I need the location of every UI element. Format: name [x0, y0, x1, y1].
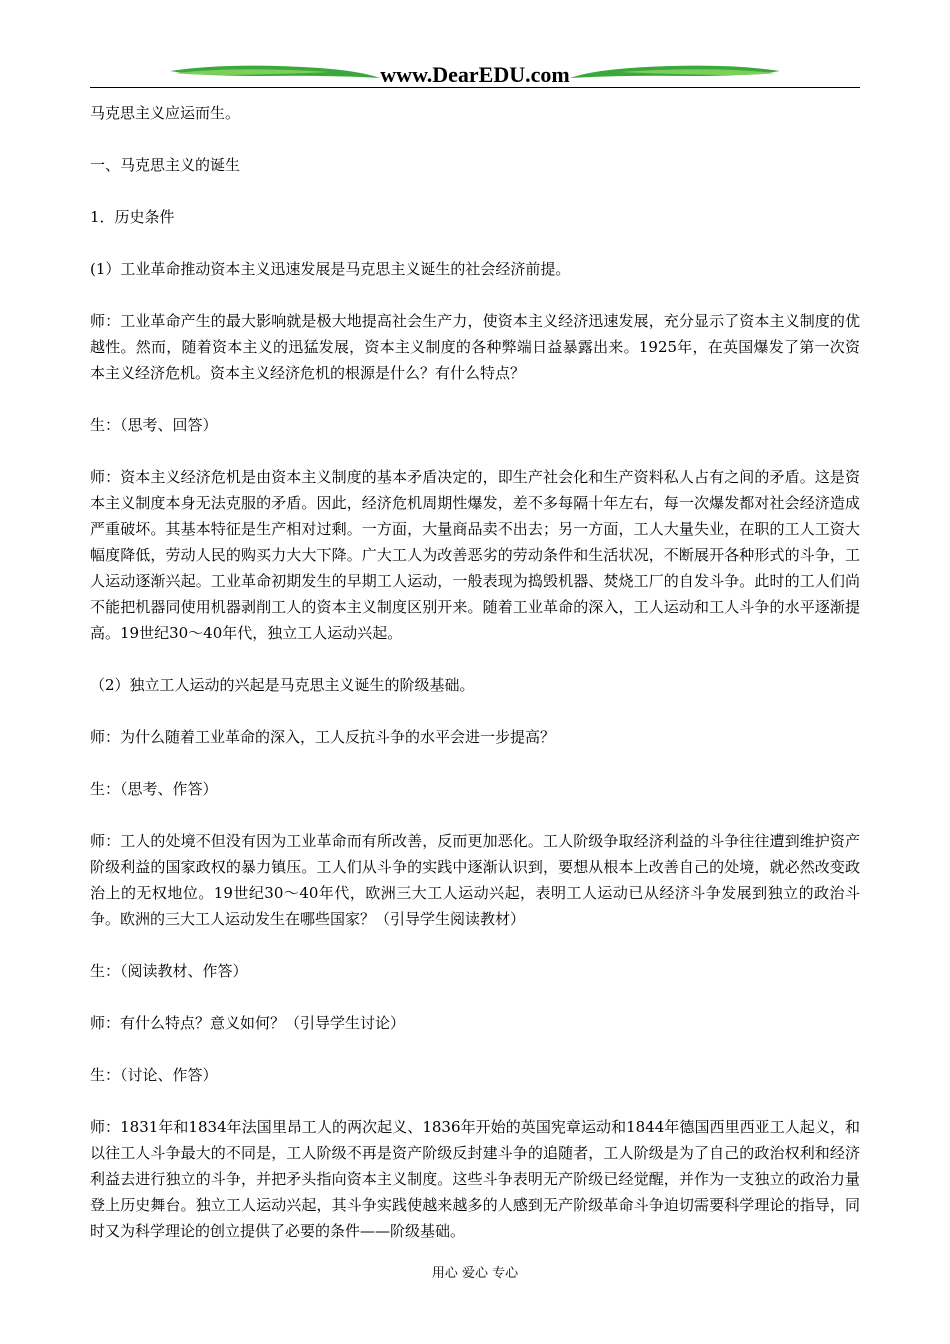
document-body [90, 100, 860, 1244]
header-divider [90, 87, 860, 88]
paragraph: 生：（思考、回答） [90, 416, 218, 434]
paragraph: 生：（阅读教材、作答） [90, 962, 248, 980]
paragraph: 生：（思考、作答） [90, 780, 218, 798]
paragraph: 马克思主义应运而生。 [90, 104, 241, 122]
paragraph: 师：1831年和1834年法国里昂工人的两次起义、1836年开始的英国宪章运动和1844年德国西里西亚工人起义，和以往工人斗争最大的不同是，工人阶级不再是资产阶级反封建斗争的追随者，工人阶级是为了自己的政治权利和经济利益去进行独立的斗争，并把矛头指向资本主义制度。这些斗争表明无产阶级已经觉醒，并作为一支独立的政治力量登上历史舞台。独立工人运动兴起，其斗争实践使越来越多的人感到无产阶级革命斗争迫切需要科学理论的指导，同时又为科学理论的创立提供了必要的条件——阶级基础。 [90, 1118, 860, 1240]
paragraph: 生：（讨论、作答） [90, 1066, 218, 1084]
paragraph: (1）工业革命推动资本主义迅速发展是马克思主义诞生的社会经济前提。 [90, 260, 571, 278]
paragraph: （2）独立工人运动的兴起是马克思主义诞生的阶级基础。 [90, 676, 475, 694]
paragraph: 师：资本主义经济危机是由资本主义制度的基本矛盾决定的，即生产社会化和生产资料私人占有之间的矛盾。这是资本主义制度本身无法克服的矛盾。因此，经济危机周期性爆发，差不多每隔十年左右，每一次爆发都对社会经济造成严重破坏。其基本特征是生产相对过剩。一方面，大量商品卖不出去；另一方面，工人大量失业，在职的工人工资大幅度降低，劳动人民的购买力大大下降。广大工人为改善恶劣的劳动条件和生活状况，不断展开各种形式的斗争，工人运动逐渐兴起。工业革命初期发生的早期工人运动，一般表现为捣毁机器、焚烧工厂的自发斗争。此时的工人们尚不能把机器同使用机器剥削工人的资本主义制度区别开来。随着工业革命的深入，工人运动和工人斗争的水平逐渐提高。19世纪30～40年代，独立工人运动兴起。 [90, 468, 860, 642]
paragraph: 师：为什么随着工业革命的深入，工人反抗斗争的水平会进一步提高？ [90, 728, 556, 746]
subsection-heading: 1．历史条件 [90, 208, 175, 226]
site-logo-text: www.DearEDU.com [380, 62, 570, 87]
page-footer: 用心 爱心 专心 [431, 1266, 519, 1281]
section-heading: 一、马克思主义的诞生 [90, 156, 241, 174]
paragraph: 师：有什么特点？意义如何？（引导学生讨论） [90, 1014, 406, 1032]
paragraph: 师：工业革命产生的最大影响就是极大地提高社会生产力，使资本主义经济迅速发展，充分显示了资本主义制度的优越性。然而，随着资本主义的迅猛发展，资本主义制度的各种弊端日益暴露出来。1925年，在英国爆发了第一次资本主义经济危机。资本主义经济危机的根源是什么？有什么特点？ [90, 312, 860, 382]
paragraph: 师：工人的处境不但没有因为工业革命而有所改善，反而更加恶化。工人阶级争取经济利益的斗争往往遭到维护资产阶级利益的国家政权的暴力镇压。工人们从斗争的实践中逐渐认识到，要想从根本上改善自己的处境，就必然改变政治上的无权地位。19世纪30～40年代，欧洲三大工人运动兴起，表明工人运动已从经济斗争发展到独立的政治斗争。欧洲的三大工人运动发生在哪些国家？（引导学生阅读教材） [90, 832, 860, 928]
